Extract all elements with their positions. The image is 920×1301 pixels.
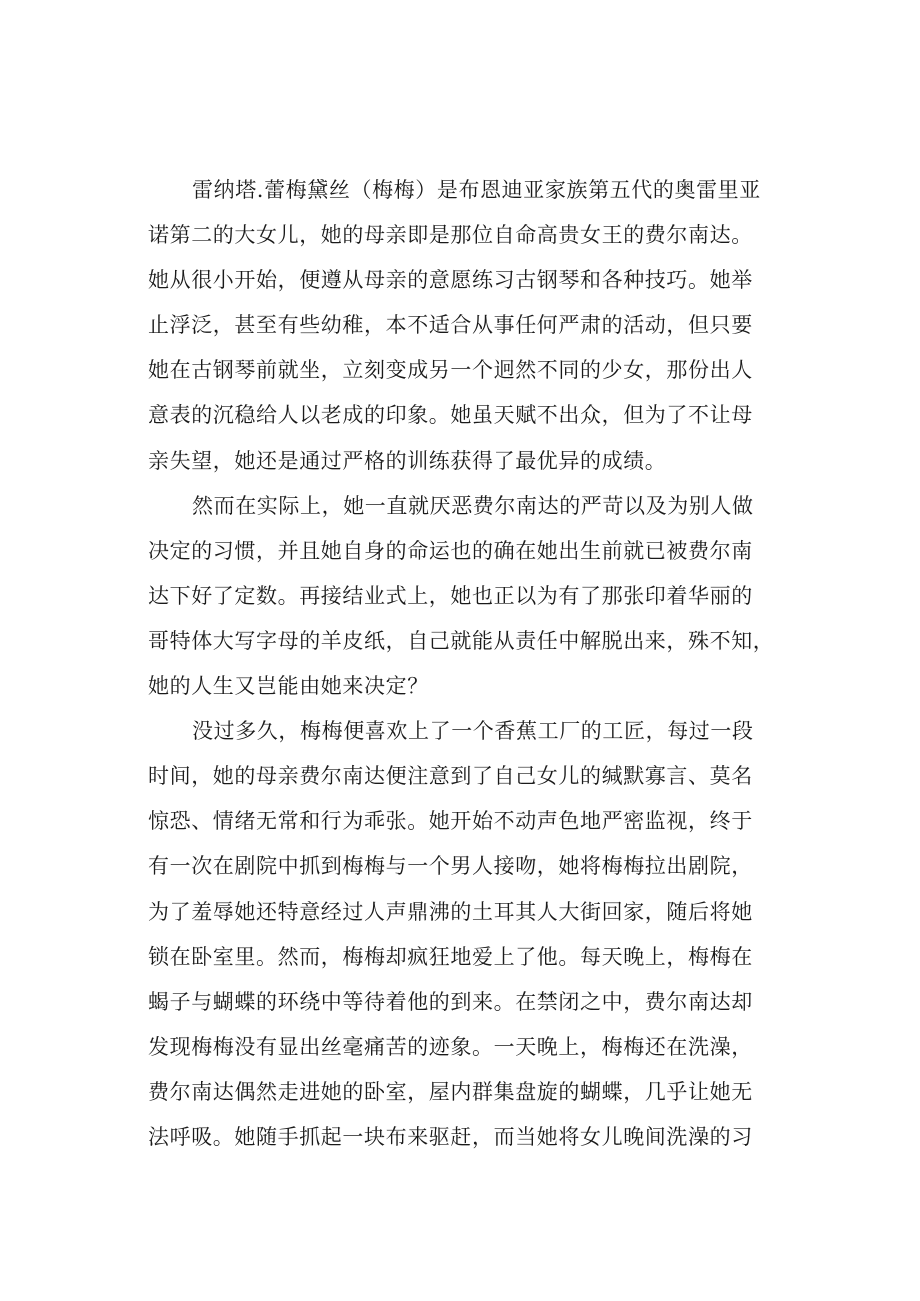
paragraph-3-line-7: 蝎子与蝴蝶的环绕中等待着他的到来。在禁闭之中，费尔南达却 [148, 989, 753, 1014]
paragraph-2-line-3: 达下好了定数。再接结业式上，她也正以为有了那张印着华丽的 [148, 583, 753, 608]
paragraph-1-line-2: 诺第二的大女儿，她的母亲即是那位自命高贵女王的费尔南达。 [148, 223, 753, 248]
paragraph-1-line-3: 她从很小开始，便遵从母亲的意愿练习古钢琴和各种技巧。她举 [148, 268, 753, 293]
paragraph-1-line-5: 她在古钢琴前就坐，立刻变成另一个迥然不同的少女，那份出人 [148, 358, 753, 383]
paragraph-2-line-1: 然而在实际上，她一直就厌恶费尔南达的严苛以及为别人做 [192, 493, 754, 518]
paragraph-2-line-4: 哥特体大写字母的羊皮纸，自己就能从责任中解脱出来，殊不知， [148, 628, 775, 653]
paragraph-1-line-7: 亲失望，她还是通过严格的训练获得了最优异的成绩。 [148, 448, 667, 473]
paragraph-2-line-5: 她的人生又岂能由她来决定？ [148, 674, 429, 699]
paragraph-3-line-5: 为了羞辱她还特意经过人声鼎沸的土耳其人大街回家，随后将她 [148, 899, 753, 924]
paragraph-3-line-4: 有一次在剧院中抓到梅梅与一个男人接吻，她将梅梅拉出剧院， [148, 854, 753, 879]
paragraph-3-line-2: 时间，她的母亲费尔南达便注意到了自己女儿的缄默寡言、莫名 [148, 764, 753, 789]
paragraph-3-line-6: 锁在卧室里。然而，梅梅却疯狂地爱上了他。每天晚上，梅梅在 [148, 944, 753, 969]
paragraph-1-line-6: 意表的沉稳给人以老成的印象。她虽天赋不出众，但为了不让母 [148, 403, 753, 428]
paragraph-3-line-9: 费尔南达偶然走进她的卧室，屋内群集盘旋的蝴蝶，几乎让她无 [148, 1079, 753, 1104]
body-text [148, 168, 778, 1160]
paragraph-3-line-8: 发现梅梅没有显出丝毫痛苦的迹象。一天晚上，梅梅还在洗澡， [148, 1034, 753, 1059]
paragraph-3-line-10: 法呼吸。她随手抓起一块布来驱赶，而当她将女儿晚间洗澡的习 [148, 1124, 753, 1149]
paragraph-2-line-2: 决定的习惯，并且她自身的命运也的确在她出生前就已被费尔南 [148, 538, 753, 563]
paragraph-1-line-1: 雷纳塔.蕾梅黛丝（梅梅）是布恩迪亚家族第五代的奥雷里亚 [192, 178, 761, 202]
paragraph-3-line-3: 惊恐、情绪无常和行为乖张。她开始不动声色地严密监视，终于 [148, 809, 753, 834]
paragraph-1-line-4: 止浮泛，甚至有些幼稚，本不适合从事任何严肃的活动，但只要 [148, 313, 753, 338]
paragraph-3-line-1: 没过多久，梅梅便喜欢上了一个香蕉工厂的工匠，每过一段 [192, 719, 754, 744]
